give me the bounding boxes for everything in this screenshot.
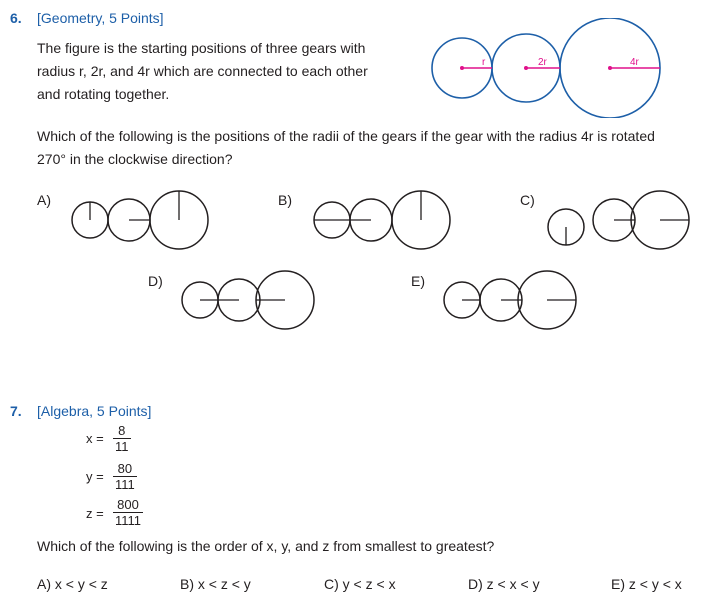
q6-question	[37, 125, 707, 171]
z-numerator: 800	[117, 497, 139, 512]
option-a-figure[interactable]	[60, 185, 210, 255]
q6-text-line: The figure is the starting positions of three gears with	[37, 40, 366, 56]
z-fraction	[113, 497, 143, 528]
option-d-label[interactable]: D)	[148, 273, 163, 289]
option-a-label[interactable]: A)	[37, 192, 51, 208]
option-c-figure[interactable]	[544, 185, 694, 255]
option-d-figure[interactable]	[170, 265, 320, 335]
option-e-figure[interactable]	[432, 265, 582, 335]
starting-gears-figure	[420, 18, 700, 118]
x-variable: x =	[86, 431, 104, 446]
q6-number: 6.	[10, 10, 22, 26]
y-fraction	[113, 461, 137, 492]
option-e-label[interactable]: E)	[411, 273, 425, 289]
q7-option-b[interactable]: B) x < z < y	[180, 576, 251, 592]
x-numerator: 8	[118, 423, 126, 438]
y-variable: y =	[86, 469, 104, 484]
q7-option-d[interactable]: D) z < x < y	[468, 576, 540, 592]
label-2r: 2r	[538, 57, 547, 68]
q7-option-a[interactable]: A) x < y < z	[37, 576, 108, 592]
center-dot	[460, 66, 464, 70]
label-4r: 4r	[630, 57, 639, 68]
q7-option-c[interactable]: C) y < z < x	[324, 576, 396, 592]
q6-text	[37, 37, 417, 106]
q7-question: Which of the following is the order of x, y, and z from smallest to greatest?	[37, 538, 495, 554]
option-b-label[interactable]: B)	[278, 192, 292, 208]
q6-question-line: Which of the following is the positions of the radii of the gears if the gear with the radius 4r is rotated	[37, 128, 655, 144]
q7-option-e[interactable]: E) z < y < x	[611, 576, 682, 592]
q6-text-line: radius r, 2r, and 4r which are connected to each other	[37, 63, 368, 79]
option-c-label[interactable]: C)	[520, 192, 535, 208]
q7-topic: [Algebra, 5 Points]	[37, 403, 152, 419]
q6-question-line: 270° in the clockwise direction?	[37, 151, 233, 167]
label-r: r	[482, 57, 486, 68]
q6-text-line: and rotating together.	[37, 86, 170, 102]
z-denominator: 1111	[115, 513, 142, 528]
y-denominator: 111	[115, 477, 135, 492]
option-b-figure[interactable]	[302, 185, 452, 255]
z-variable: z =	[86, 506, 104, 521]
q6-topic: [Geometry, 5 Points]	[37, 10, 164, 26]
x-fraction	[113, 423, 131, 454]
center-dot	[524, 66, 528, 70]
y-numerator: 80	[117, 461, 133, 476]
center-dot	[608, 66, 612, 70]
q7-number: 7.	[10, 403, 22, 419]
x-denominator: 11	[115, 439, 129, 454]
